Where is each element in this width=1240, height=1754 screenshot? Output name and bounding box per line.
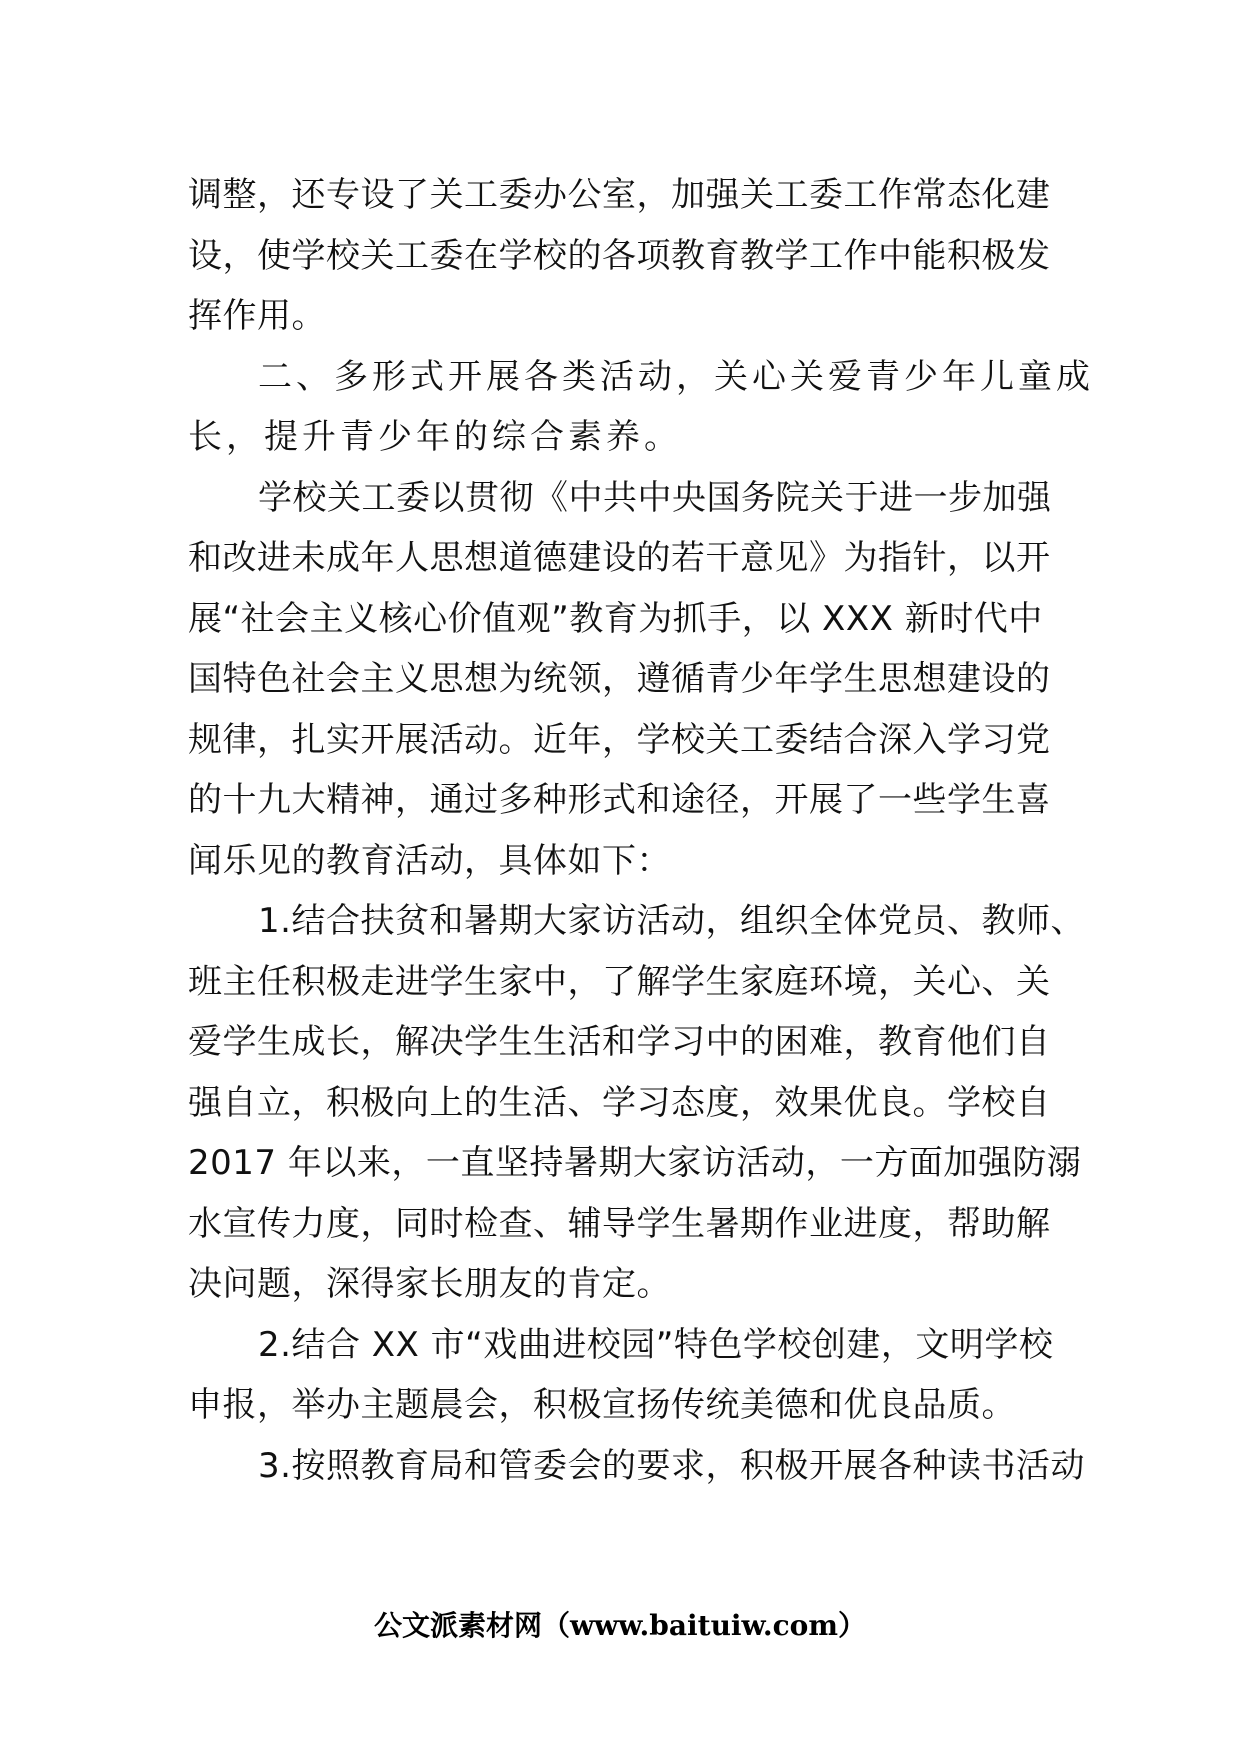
text-line: 学校关工委以贯彻《中共中央国务院关于进一步加强 — [258, 477, 1052, 518]
text-line: 决问题，深得家长朋友的肯定。 — [188, 1264, 671, 1304]
section-heading-line: 长，提升青少年的综合素养。 — [188, 417, 682, 457]
text-line: 和改进未成年人思想道德建设的若干意见》为指针，以开 — [188, 538, 1051, 578]
text-line: 规律，扎实开展活动。近年，学校关工委结合深入学习党 — [188, 719, 1051, 760]
text-line: 国特色社会主义思想为统领，遵循青少年学生思想建设的 — [188, 659, 1051, 699]
text-line: 3.按照教育局和管委会的要求，积极开展各种读书活动 — [258, 1445, 1085, 1486]
text-line: 展“社会主义核心价值观”教育为抓手，以 XXX 新时代中 — [188, 598, 1043, 639]
text-line: 爱学生成长，解决学生生活和学习中的困难，教育他们自 — [188, 1022, 1051, 1062]
text-line: 的十九大精神，通过多种形式和途径，开展了一些学生喜 — [188, 780, 1051, 820]
text-line: 班主任积极走进学生家中，了解学生家庭环境，关心、关 — [188, 961, 1051, 1002]
text-line: 1.结合扶贫和暑期大家访活动，组织全体党员、教师、 — [258, 901, 1085, 941]
text-line: 闻乐见的教育活动，具体如下： — [188, 840, 671, 881]
document-body — [188, 165, 1094, 1496]
text-line: 2017 年以来，一直坚持暑期大家访活动，一方面加强防溺 — [188, 1143, 1082, 1183]
text-line: 水宣传力度，同时检查、辅导学生暑期作业进度，帮助解 — [188, 1203, 1051, 1244]
text-line: 申报，举办主题晨会，积极宣扬传统美德和优良品质。 — [188, 1385, 1016, 1425]
text-line: 设，使学校关工委在学校的各项教育教学工作中能积极发 — [188, 235, 1051, 276]
text-line: 挥作用。 — [188, 296, 326, 336]
footer-watermark: 公文派素材网（www.baituiw.com） — [374, 1609, 866, 1642]
text-line: 2.结合 XX 市“戏曲进校园”特色学校创建，文明学校 — [258, 1324, 1054, 1365]
text-line: 调整，还专设了关工委办公室，加强关工委工作常态化建 — [188, 175, 1051, 215]
section-heading-line: 二、多形式开展各类活动，关心关爱青少年儿童成 — [258, 356, 1094, 397]
text-line: 强自立，积极向上的生活、学习态度，效果优良。学校自 — [188, 1082, 1051, 1123]
